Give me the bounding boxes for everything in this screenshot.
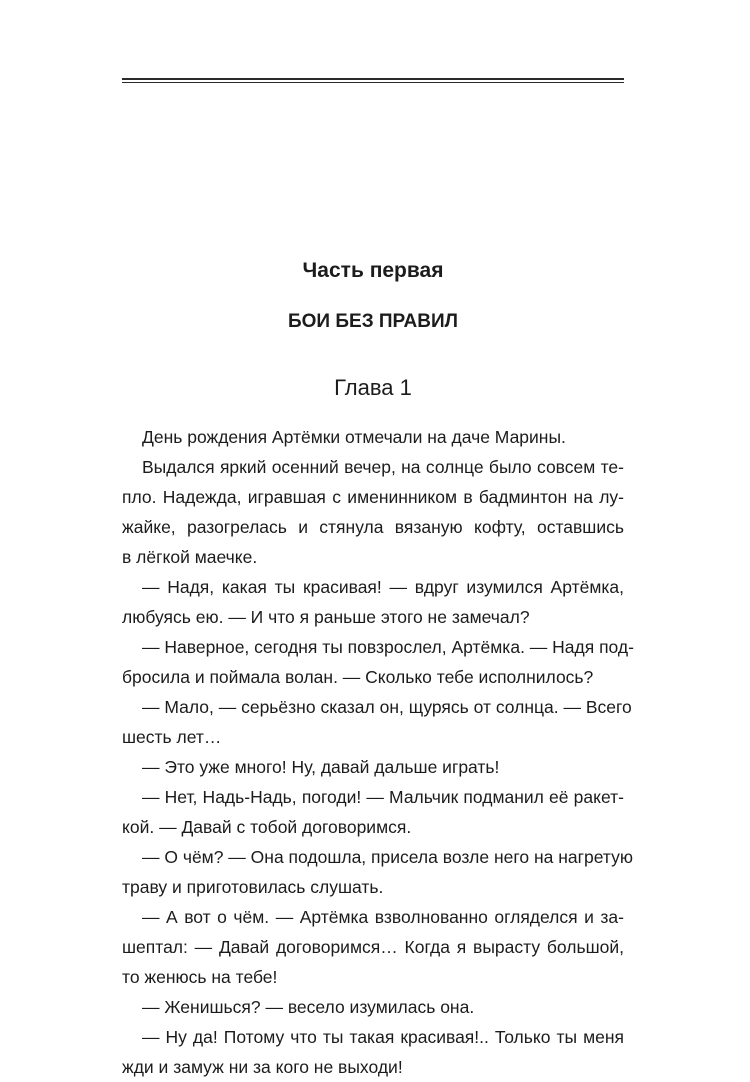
text-line: — Надя, какая ты красивая! — вдруг изумился Артёмка, <box>142 577 624 597</box>
text-line: жайке, разогрелась и стянула вязаную кофту, оставшись <box>122 517 624 537</box>
text-line: День рождения Артёмки отмечали на даче Марины. <box>142 427 566 447</box>
text-line: — Женишься? — весело изумилась она. <box>142 997 475 1017</box>
text-line: — А вот о чём. — Артёмка взволнованно огляделся и за- <box>142 907 624 927</box>
text-line: в лёгкой маечке. <box>122 547 258 567</box>
chapter-title: Глава 1 <box>334 375 412 400</box>
text-line: — Это уже много! Ну, давай дальше играть! <box>142 757 500 777</box>
text-line: кой. — Давай с тобой договоримся. <box>122 817 412 837</box>
text-line: бросила и поймала волан. — Сколько тебе исполнилось? <box>122 667 594 687</box>
text-line: — Нет, Надь-Надь, погоди! — Мальчик подманил её ракет- <box>142 787 624 807</box>
header-rule-thin <box>122 82 624 83</box>
text-line: любуясь ею. — И что я раньше этого не замечал? <box>122 607 530 627</box>
section-title: БОИ БЕЗ ПРАВИЛ <box>288 311 458 332</box>
part-title: Часть первая <box>302 259 444 282</box>
text-line: жди и замуж ни за кого не выходи! <box>122 1057 403 1077</box>
text-line: пло. Надежда, игравшая с именинником в бадминтон на лу- <box>122 487 624 507</box>
text-line: — Мало, — серьёзно сказал он, щурясь от солнца. — Всего <box>142 697 632 717</box>
text-line: — Ну да! Потому что ты такая красивая!.. Только ты меня <box>142 1027 624 1047</box>
text-line: Выдался яркий осенний вечер, на солнце было совсем те- <box>142 457 624 477</box>
text-line: шептал: — Давай договоримся… Когда я вырасту большой, <box>122 937 624 957</box>
text-line: траву и приготовилась слушать. <box>122 877 384 897</box>
text-line: то женюсь на тебе! <box>122 967 278 987</box>
body-text <box>122 422 634 1082</box>
text-line: — О чём? — Она подошла, присела возле него на нагретую <box>142 847 633 867</box>
header-rule-thick <box>122 78 624 80</box>
text-line: шесть лет… <box>122 727 222 747</box>
text-line: — Наверное, сегодня ты повзрослел, Артёмка. — Надя под- <box>142 637 634 657</box>
